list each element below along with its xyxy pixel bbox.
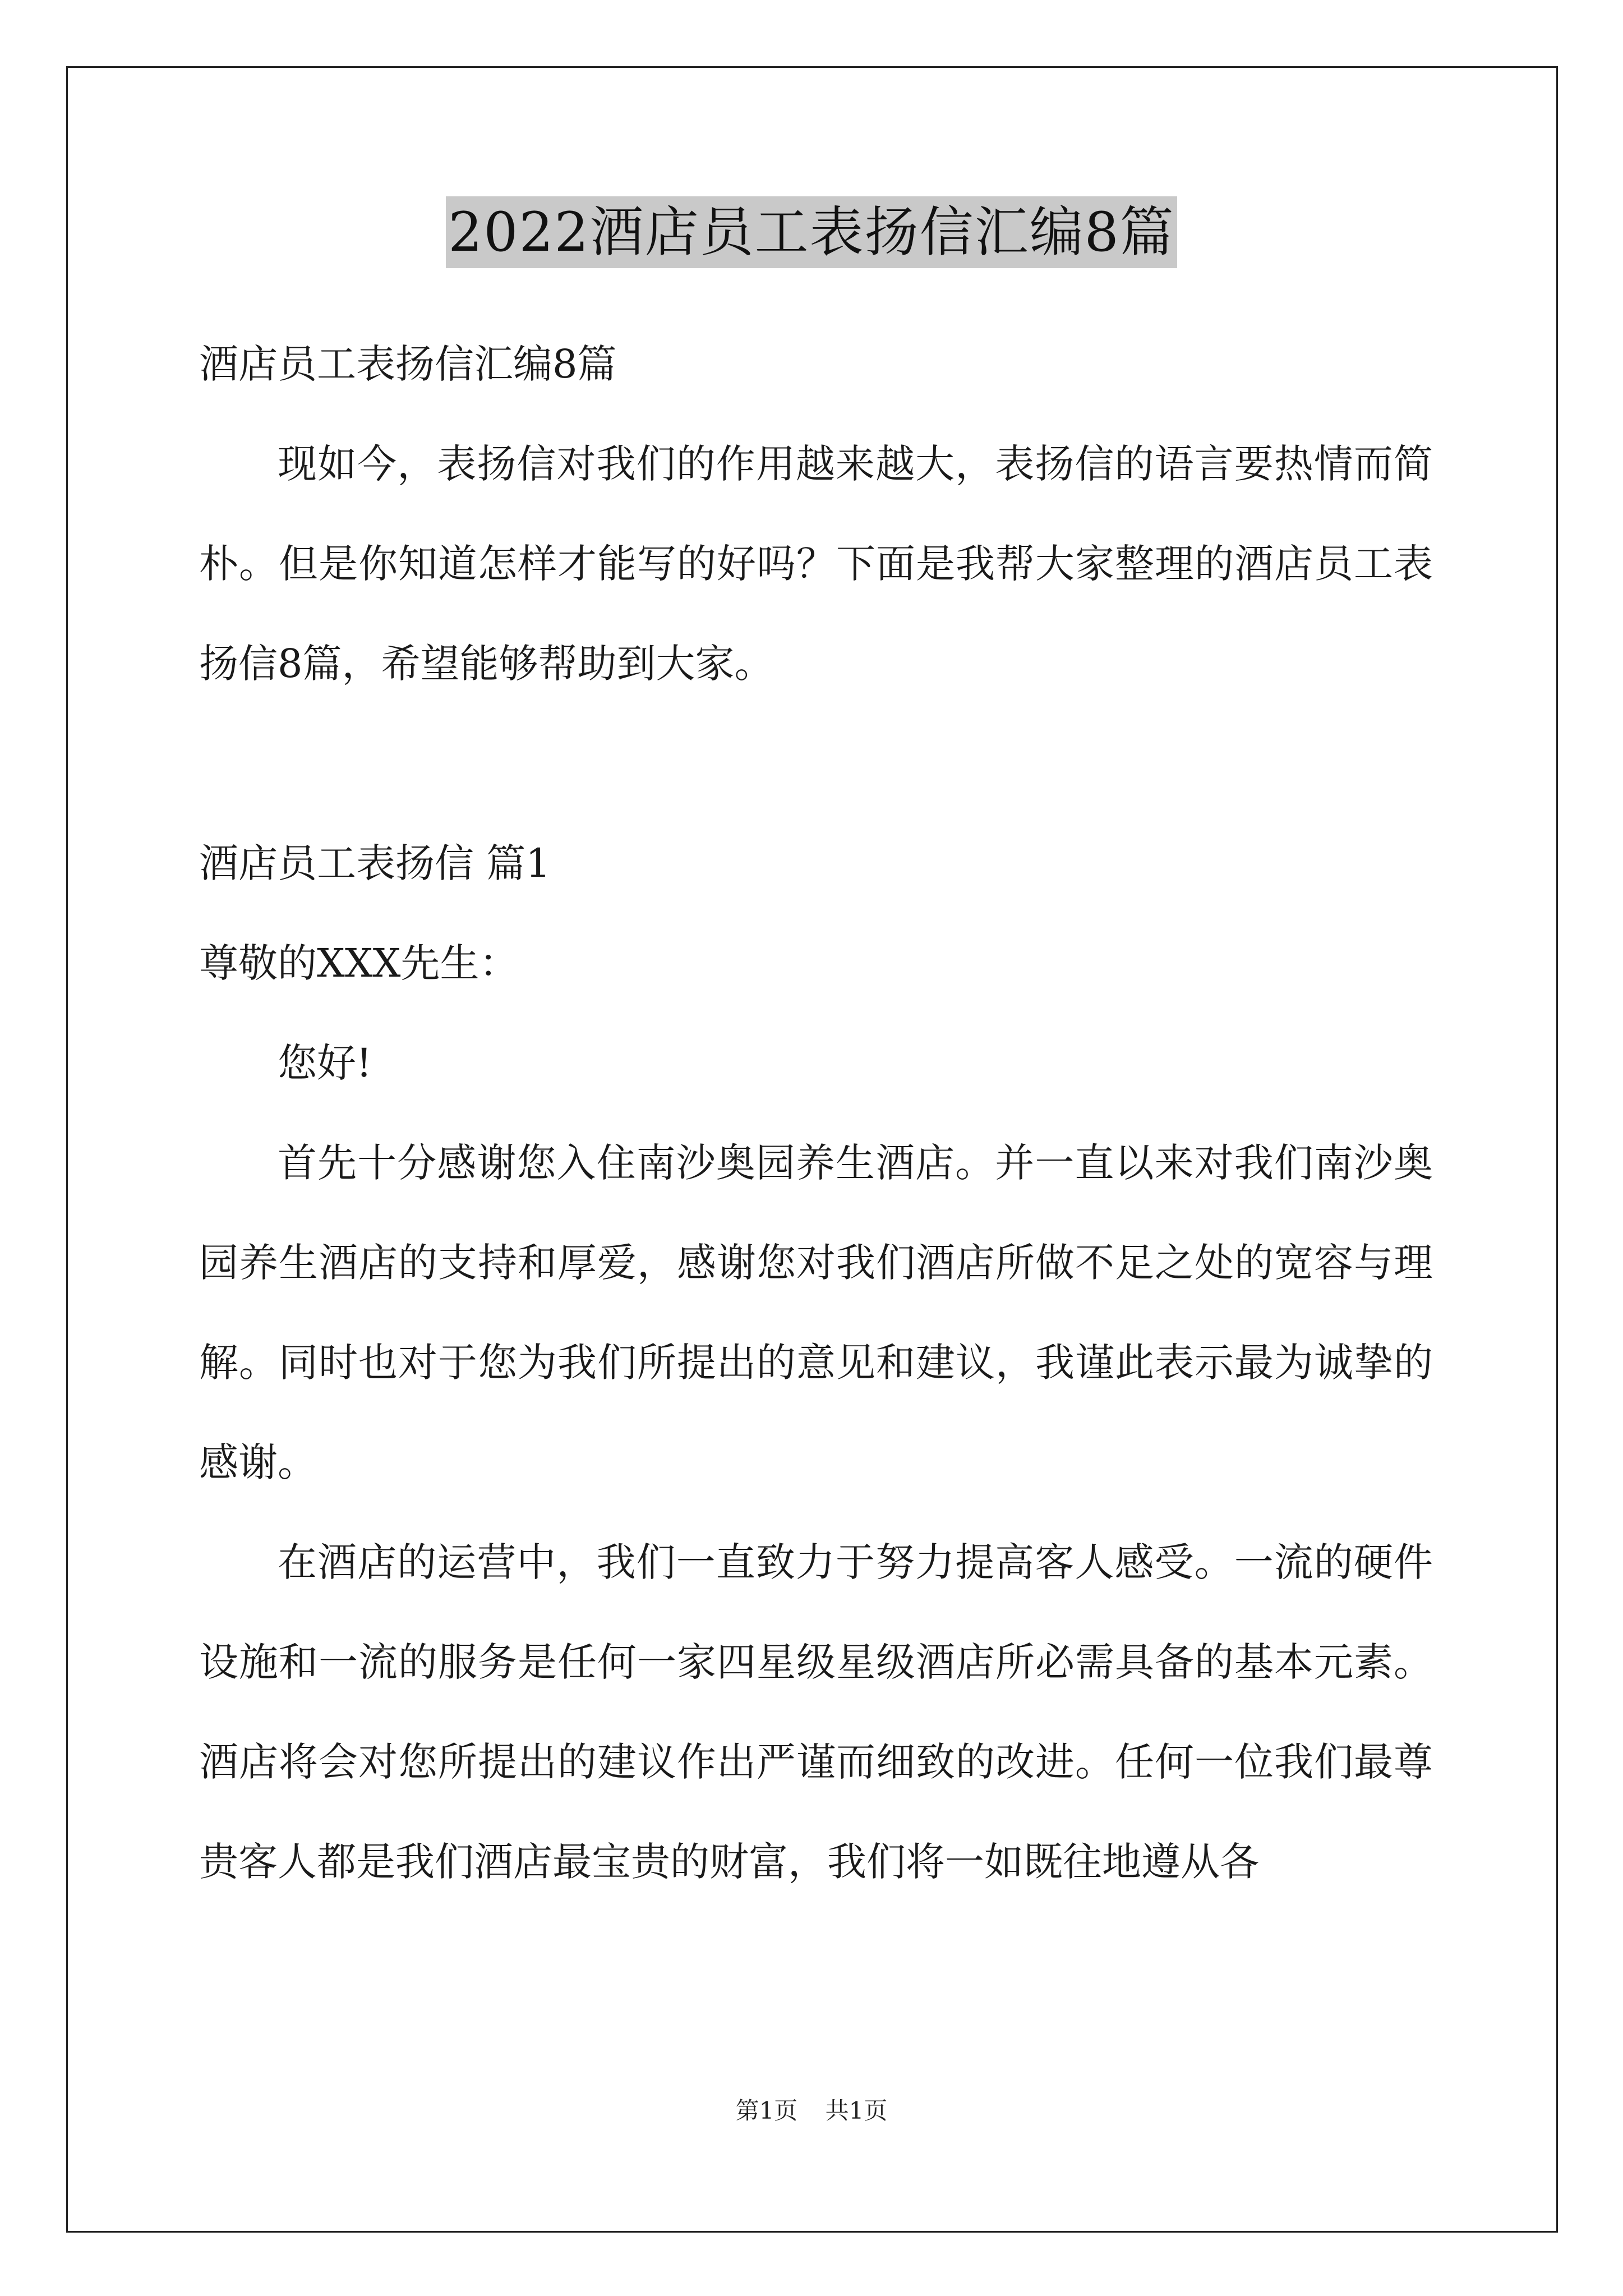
section-heading: 酒店员工表扬信 篇1: [199, 840, 551, 886]
page-footer: [0, 2092, 1623, 2126]
intro-paragraph: 现如今，表扬信对我们的作用越来越大，表扬信的语言要热情而简朴。但是你知道怎样才能写的好吗？下面是我帮大家整理的酒店员工表扬信8篇，希望能够帮助到大家。: [199, 441, 1433, 687]
section-spacer: [199, 714, 1433, 813]
title-container: [0, 196, 1623, 268]
body-paragraph-2: 在酒店的运营中，我们一直致力于努力提高客人感受。一流的硬件设施和一流的服务是任何一家四星级星级酒店所必需具备的基本元素。酒店将会对您所提出的建议作出严谨而细致的改进。任何一位我们最尊贵客人都是我们酒店最宝贵的财富，我们将一如既往地遵从各: [199, 1539, 1433, 1885]
salutation: 尊敬的XXX先生：: [199, 940, 519, 986]
greeting: 您好!: [278, 1040, 372, 1086]
document-body: [199, 314, 1433, 1912]
page-total: 共1页: [825, 2097, 888, 2124]
document-title: 2022酒店员工表扬信汇编8篇: [446, 196, 1177, 268]
body-paragraph-1: 首先十分感谢您入住南沙奥园养生酒店。并一直以来对我们南沙奥园养生酒店的支持和厚爱，感谢您对我们酒店所做不足之处的宽容与理解。同时也对于您为我们所提出的意见和建议，我谨此表示最为诚挚的感谢。: [199, 1140, 1433, 1485]
page-number: 第1页: [735, 2097, 798, 2124]
document-subtitle: 酒店员工表扬信汇编8篇: [199, 341, 617, 387]
